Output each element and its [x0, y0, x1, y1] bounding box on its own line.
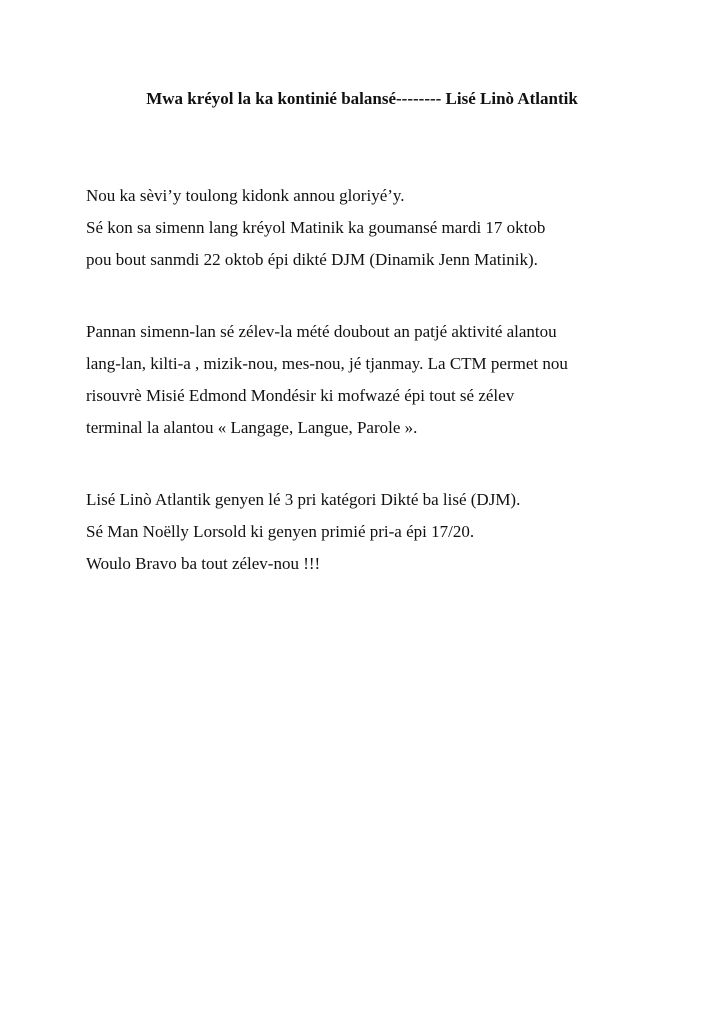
paragraph-line: lang-lan, kilti-a , mizik-nou, mes-nou, jé tjanmay. La CTM permet nou: [86, 354, 568, 373]
paragraph-3: [86, 484, 686, 580]
paragraph-line: Lisé Linò Atlantik genyen lé 3 pri katégori Dikté ba lisé (DJM).: [86, 490, 521, 509]
paragraph-line: pou bout sanmdi 22 oktob épi dikté DJM (Dinamik Jenn Matinik).: [86, 250, 538, 269]
paragraph-line: risouvrè Misié Edmond Mondésir ki mofwazé épi tout sé zélev: [86, 386, 515, 405]
paragraph-line: Sé Man Noëlly Lorsold ki genyen primié pri-a épi 17/20.: [86, 522, 475, 541]
document-title: Mwa kréyol la ka kontinié balansé-------- Lisé Linò Atlantik: [146, 89, 578, 108]
paragraph-line: Pannan simenn-lan sé zélev-la mété doubout an patjé aktivité alantou: [86, 322, 557, 341]
paragraph-line: Nou ka sèvi’y toulong kidonk annou gloriyé’y.: [86, 186, 405, 205]
paragraph-line: Sé kon sa simenn lang kréyol Matinik ka goumansé mardi 17 oktob: [86, 218, 546, 237]
paragraph-1: [86, 180, 686, 276]
paragraph-line: terminal la alantou « Langage, Langue, Parole ».: [86, 418, 418, 437]
paragraph-line: Woulo Bravo ba tout zélev-nou !!!: [86, 554, 321, 573]
paragraph-2: [86, 316, 686, 444]
